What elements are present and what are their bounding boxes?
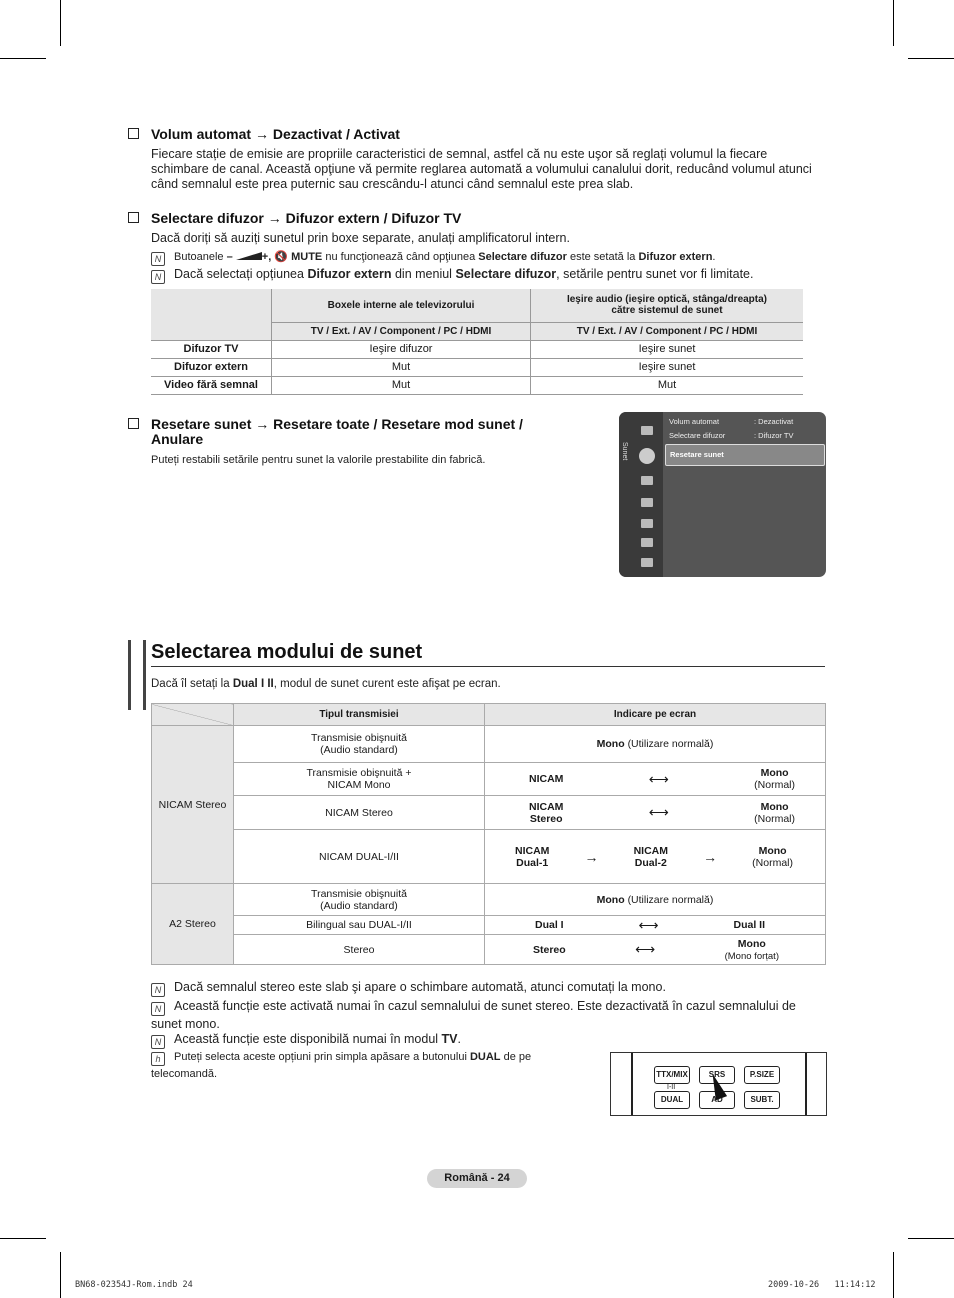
sound-mode-table: Tipul transmisiei Indicare pe ecran NICAM Stereo Transmisie obişnuită (Audio standard) Mono (Utilizare normală) Transmisie obişnuită + NICAM Mono NICAM ⟷ Mono (Normal) NICAM Stereo NICAM Stereo ⟷ Mono (Normal) NICAM DUAL-I/II NICAM Dual-1 → NICAM Dual-2 → Mono (Normal) A2 Stereo Transmisie obişnuită (Audio standard) Mono (Utilizare normală) Bilingual sau DUAL-I/II Dual I ⟷ Dual II Stereo Stereo ⟷ Mono (Mono forțat) — [151, 703, 826, 965]
note-buttons: N Butoanele – +, 🔇 MUTE nu funcţionează când opţiunea Selectare difuzor este setată la Difuzor extern. — [151, 250, 715, 266]
note-icon: N — [151, 1002, 165, 1016]
menu-side-label: Sunet — [621, 442, 628, 461]
ttx-mix-button[interactable]: TTX/MIX — [654, 1066, 690, 1084]
note-external-speaker: N Dacă selectați opțiunea Difuzor extern din meniul Selectare difuzor, setările pentru sunet vor fi limitate. — [151, 267, 753, 284]
note-icon: N — [151, 270, 165, 284]
checkbox-bullet-icon — [128, 418, 139, 429]
dual-label: I-II — [667, 1084, 676, 1091]
channel-icon — [641, 476, 653, 485]
crop-mark — [893, 0, 894, 46]
note-tv-only: N Această funcție este disponibilă numai în modul TV. — [151, 1032, 461, 1049]
remote-control-illustration — [610, 1052, 827, 1116]
section-heading-sound-reset: Resetare sunet → Resetare toate / Resetare mod sunet / Anulare — [128, 417, 523, 447]
menu-item-sound-reset[interactable]: Resetare sunet — [665, 444, 825, 466]
table1-header-internal: Boxele interne ale televizorului — [272, 289, 531, 322]
menu-item-auto-volume[interactable]: Volum automat — [669, 417, 720, 426]
bidirectional-arrow-icon: ⟷ — [638, 916, 659, 933]
tv-sound-menu-screenshot — [619, 412, 826, 577]
note-weak-stereo: N Dacă semnalul stereo este slab şi apare o schimbare automată, atunci comutați la mono. — [151, 980, 666, 997]
page-number-badge: Română - 24 — [427, 1169, 527, 1188]
bidirectional-arrow-icon: ⟷ — [648, 770, 669, 787]
crop-mark — [908, 58, 954, 59]
page-title: Selectarea modului de sunet — [151, 641, 423, 663]
mute-speaker-icon: 🔇 — [274, 251, 289, 263]
menu-item-speaker-select[interactable]: Selectare difuzor — [669, 431, 726, 440]
menu-value-speaker-select: : Difuzor TV — [754, 431, 794, 440]
section-heading-auto-volume: Volum automat → Dezactivat / Activat — [128, 126, 400, 142]
remote-hint-icon: h — [151, 1052, 165, 1066]
menu-value-auto-volume: : Dezactivat — [754, 417, 794, 426]
table2-header-type: Tipul transmisiei — [234, 704, 485, 726]
subt-button[interactable]: SUBT. — [744, 1091, 780, 1109]
speaker-output-table — [151, 289, 803, 395]
note-icon: N — [151, 252, 165, 266]
group-a2-stereo: A2 Stereo — [152, 884, 234, 965]
table-row: Video fără semnal Mut Mut — [151, 376, 803, 394]
note-dual-button: h Puteți selecta aceste opțiuni prin simpla apăsare a butonului DUAL de pe telecomandă. — [151, 1051, 532, 1080]
crop-mark — [908, 1238, 954, 1239]
paragraph-speaker-select: Dacă doriți să auziți sunetul prin boxe separate, anulați amplificatorul intern. — [151, 231, 570, 245]
heading-bar-marker — [128, 640, 146, 710]
picture-icon — [641, 426, 653, 435]
bidirectional-arrow-icon: ⟷ — [648, 804, 669, 820]
crop-mark — [0, 58, 46, 59]
checkbox-bullet-icon — [128, 128, 139, 139]
table1-header-audio-out: Ieşire audio (ieşire optică, stânga/dreapta) către sistemul de sunet — [531, 289, 804, 322]
srs-button[interactable]: SRS — [699, 1066, 735, 1084]
paragraph-intro: Dacă îl setați la Dual I II, modul de sunet curent este afişat pe ecran. — [151, 678, 501, 690]
crop-mark — [0, 1238, 46, 1239]
section-heading-speaker-select: Selectare difuzor → Difuzor extern / Difuzor TV — [128, 210, 461, 226]
menu-sidebar — [619, 412, 663, 577]
right-arrow-icon: → — [703, 848, 718, 865]
paragraph-sound-reset: Puteți restabili setările pentru sunet la valorile prestabilite din fabrică. — [151, 454, 486, 466]
crop-mark — [893, 1252, 894, 1298]
note-icon: N — [151, 983, 165, 997]
group-nicam-stereo: NICAM Stereo — [152, 726, 234, 884]
table1-sub-2: TV / Ext. / AV / Component / PC / HDMI — [531, 322, 804, 340]
bidirectional-arrow-icon: ⟷ — [635, 941, 656, 957]
checkbox-bullet-icon — [128, 212, 139, 223]
dual-button[interactable]: DUAL — [654, 1091, 690, 1109]
setup-gear-icon — [641, 498, 653, 507]
footer-file: BN68-02354J-Rom.indb 24 — [75, 1280, 193, 1290]
table2-header-display: Indicare pe ecran — [485, 704, 826, 726]
sound-icon — [639, 448, 655, 464]
p-size-button[interactable]: P.SIZE — [744, 1066, 780, 1084]
volume-ramp-icon — [236, 252, 262, 260]
support-icon — [641, 558, 653, 567]
footer-date: 2009-10-26 11:14:12 — [768, 1280, 876, 1290]
input-icon — [641, 519, 653, 528]
crop-mark — [60, 1252, 61, 1298]
paragraph-auto-volume: Fiecare stație de emisie are propriile caracteristici de semnal, astfel că nu este uşor să reglați volumul la fiecare schimbare de canal. Această opţiune vă permite reglarea automată a volumului canalului dorit, reducând volumul atunci când semnalul este prea puternic sau crescându-l atunci când semnalul este prea slab. — [151, 147, 812, 191]
table-row: Difuzor extern Mut Ieşire sunet — [151, 358, 803, 376]
table-row: Difuzor TV Ieşire difuzor Ieşire sunet — [151, 340, 803, 358]
application-icon — [641, 538, 653, 547]
note-stereo-only: N Această funcție este activată numai în cazul semnalului de sunet stereo. Este dezactivată în cazul semnalului de sunet mono. — [151, 999, 796, 1031]
crop-mark — [60, 0, 61, 46]
ad-button[interactable]: AD — [699, 1091, 735, 1109]
table1-sub-1: TV / Ext. / AV / Component / PC / HDMI — [272, 322, 531, 340]
note-icon: N — [151, 1035, 165, 1049]
title-underline — [151, 666, 825, 667]
right-arrow-icon: → — [584, 848, 599, 865]
